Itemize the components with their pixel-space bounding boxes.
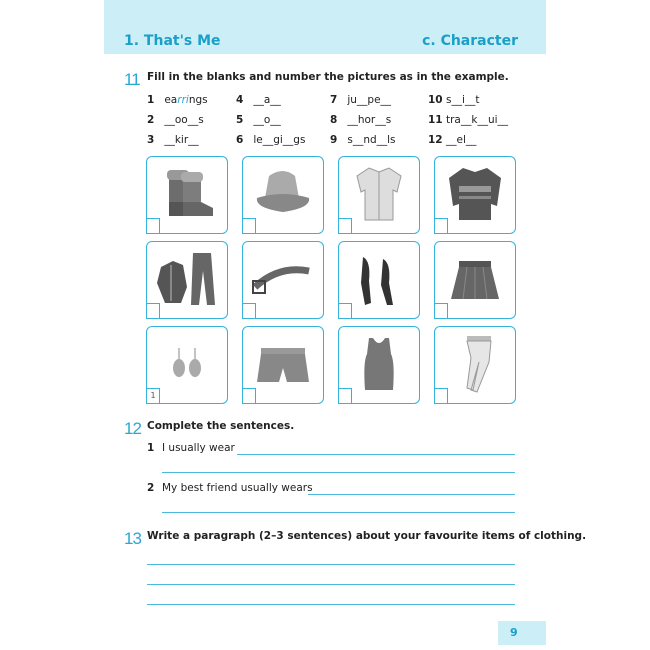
sentence-2-start: My best friend usually wears [162, 482, 313, 494]
page-number: 9 [510, 626, 518, 639]
picture-number-box[interactable] [338, 303, 352, 319]
word-item-7[interactable]: 7 ju__pe__ [330, 94, 392, 106]
word-item-12[interactable]: 12 __el__ [428, 134, 477, 146]
word-item-10[interactable]: 10 s__i__t [428, 94, 480, 106]
picture-number-box[interactable] [242, 218, 256, 234]
answer-line[interactable] [147, 564, 515, 565]
picture-number-box[interactable] [434, 303, 448, 319]
picture-card-belt[interactable] [242, 241, 324, 319]
picture-card-leggings[interactable] [434, 326, 516, 404]
jumper-icon [441, 162, 509, 226]
exercise-12-number: 12 [124, 419, 141, 438]
picture-card-hat[interactable] [242, 156, 324, 234]
word-item-9[interactable]: 9 s__nd__ls [330, 134, 396, 146]
exercise-11-number: 11 [124, 70, 140, 89]
word-item-6[interactable]: 6 le__gi__gs [236, 134, 306, 146]
answer-line[interactable] [162, 472, 515, 473]
picture-card-jumper[interactable] [434, 156, 516, 234]
earrings-icon [153, 332, 221, 396]
word-item-2[interactable]: 2 __oo__s [147, 114, 204, 126]
page-number-tab [498, 621, 546, 645]
leggings-icon [441, 332, 509, 396]
picture-card-skirt[interactable] [434, 241, 516, 319]
answer-line[interactable] [147, 604, 515, 605]
unit-title: 1. That's Me [124, 33, 221, 49]
word-item-8[interactable]: 8 __hor__s [330, 114, 392, 126]
picture-number-box[interactable] [146, 218, 160, 234]
answer-line[interactable] [147, 584, 515, 585]
word-item-4[interactable]: 4 __a__ [236, 94, 281, 106]
word-item-11[interactable]: 11 tra__k__ui__ [428, 114, 509, 126]
picture-card-shirt[interactable] [338, 156, 420, 234]
picture-number-box[interactable] [146, 303, 160, 319]
belt-icon [249, 247, 317, 311]
picture-number-box[interactable]: 1 [146, 388, 160, 404]
picture-number-box[interactable] [338, 218, 352, 234]
shirt-icon [345, 162, 413, 226]
sentence-2-number: 2 [147, 482, 155, 494]
sentence-1-start: I usually wear [162, 442, 235, 454]
exercise-13-number: 13 [124, 529, 141, 548]
boots-icon [153, 162, 221, 226]
tracksuit-icon [153, 247, 221, 311]
sentence-1-number: 1 [147, 442, 155, 454]
exercise-12-instruction: Complete the sentences. [147, 420, 295, 432]
picture-number-box[interactable] [338, 388, 352, 404]
skirt-icon [441, 247, 509, 311]
picture-number-box[interactable] [242, 388, 256, 404]
picture-card-tracksuit[interactable] [146, 241, 228, 319]
answer-line[interactable] [308, 494, 515, 495]
picture-number-box[interactable] [434, 388, 448, 404]
answer-line[interactable] [162, 512, 515, 513]
picture-card-earrings[interactable] [146, 326, 228, 404]
shorts-icon [249, 332, 317, 396]
word-item-3[interactable]: 3 __kir__ [147, 134, 199, 146]
picture-card-tank-top[interactable] [338, 326, 420, 404]
word-item-1[interactable]: 1 earrings [147, 94, 208, 106]
sandals-icon [345, 247, 413, 311]
picture-card-boots[interactable] [146, 156, 228, 234]
word-item-5[interactable]: 5 __o__ [236, 114, 281, 126]
picture-number-box[interactable] [242, 303, 256, 319]
answer-line[interactable] [237, 454, 515, 455]
picture-card-sandals[interactable] [338, 241, 420, 319]
tank-top-icon [345, 332, 413, 396]
hat-icon [249, 162, 317, 226]
section-title: c. Character [422, 33, 518, 49]
exercise-13-instruction: Write a paragraph (2–3 sentences) about your favourite items of clothing. [147, 530, 587, 542]
page-header [104, 0, 546, 54]
picture-card-shorts[interactable] [242, 326, 324, 404]
picture-number-box[interactable] [434, 218, 448, 234]
exercise-11-instruction: Fill in the blanks and number the pictures as in the example. [147, 71, 509, 83]
